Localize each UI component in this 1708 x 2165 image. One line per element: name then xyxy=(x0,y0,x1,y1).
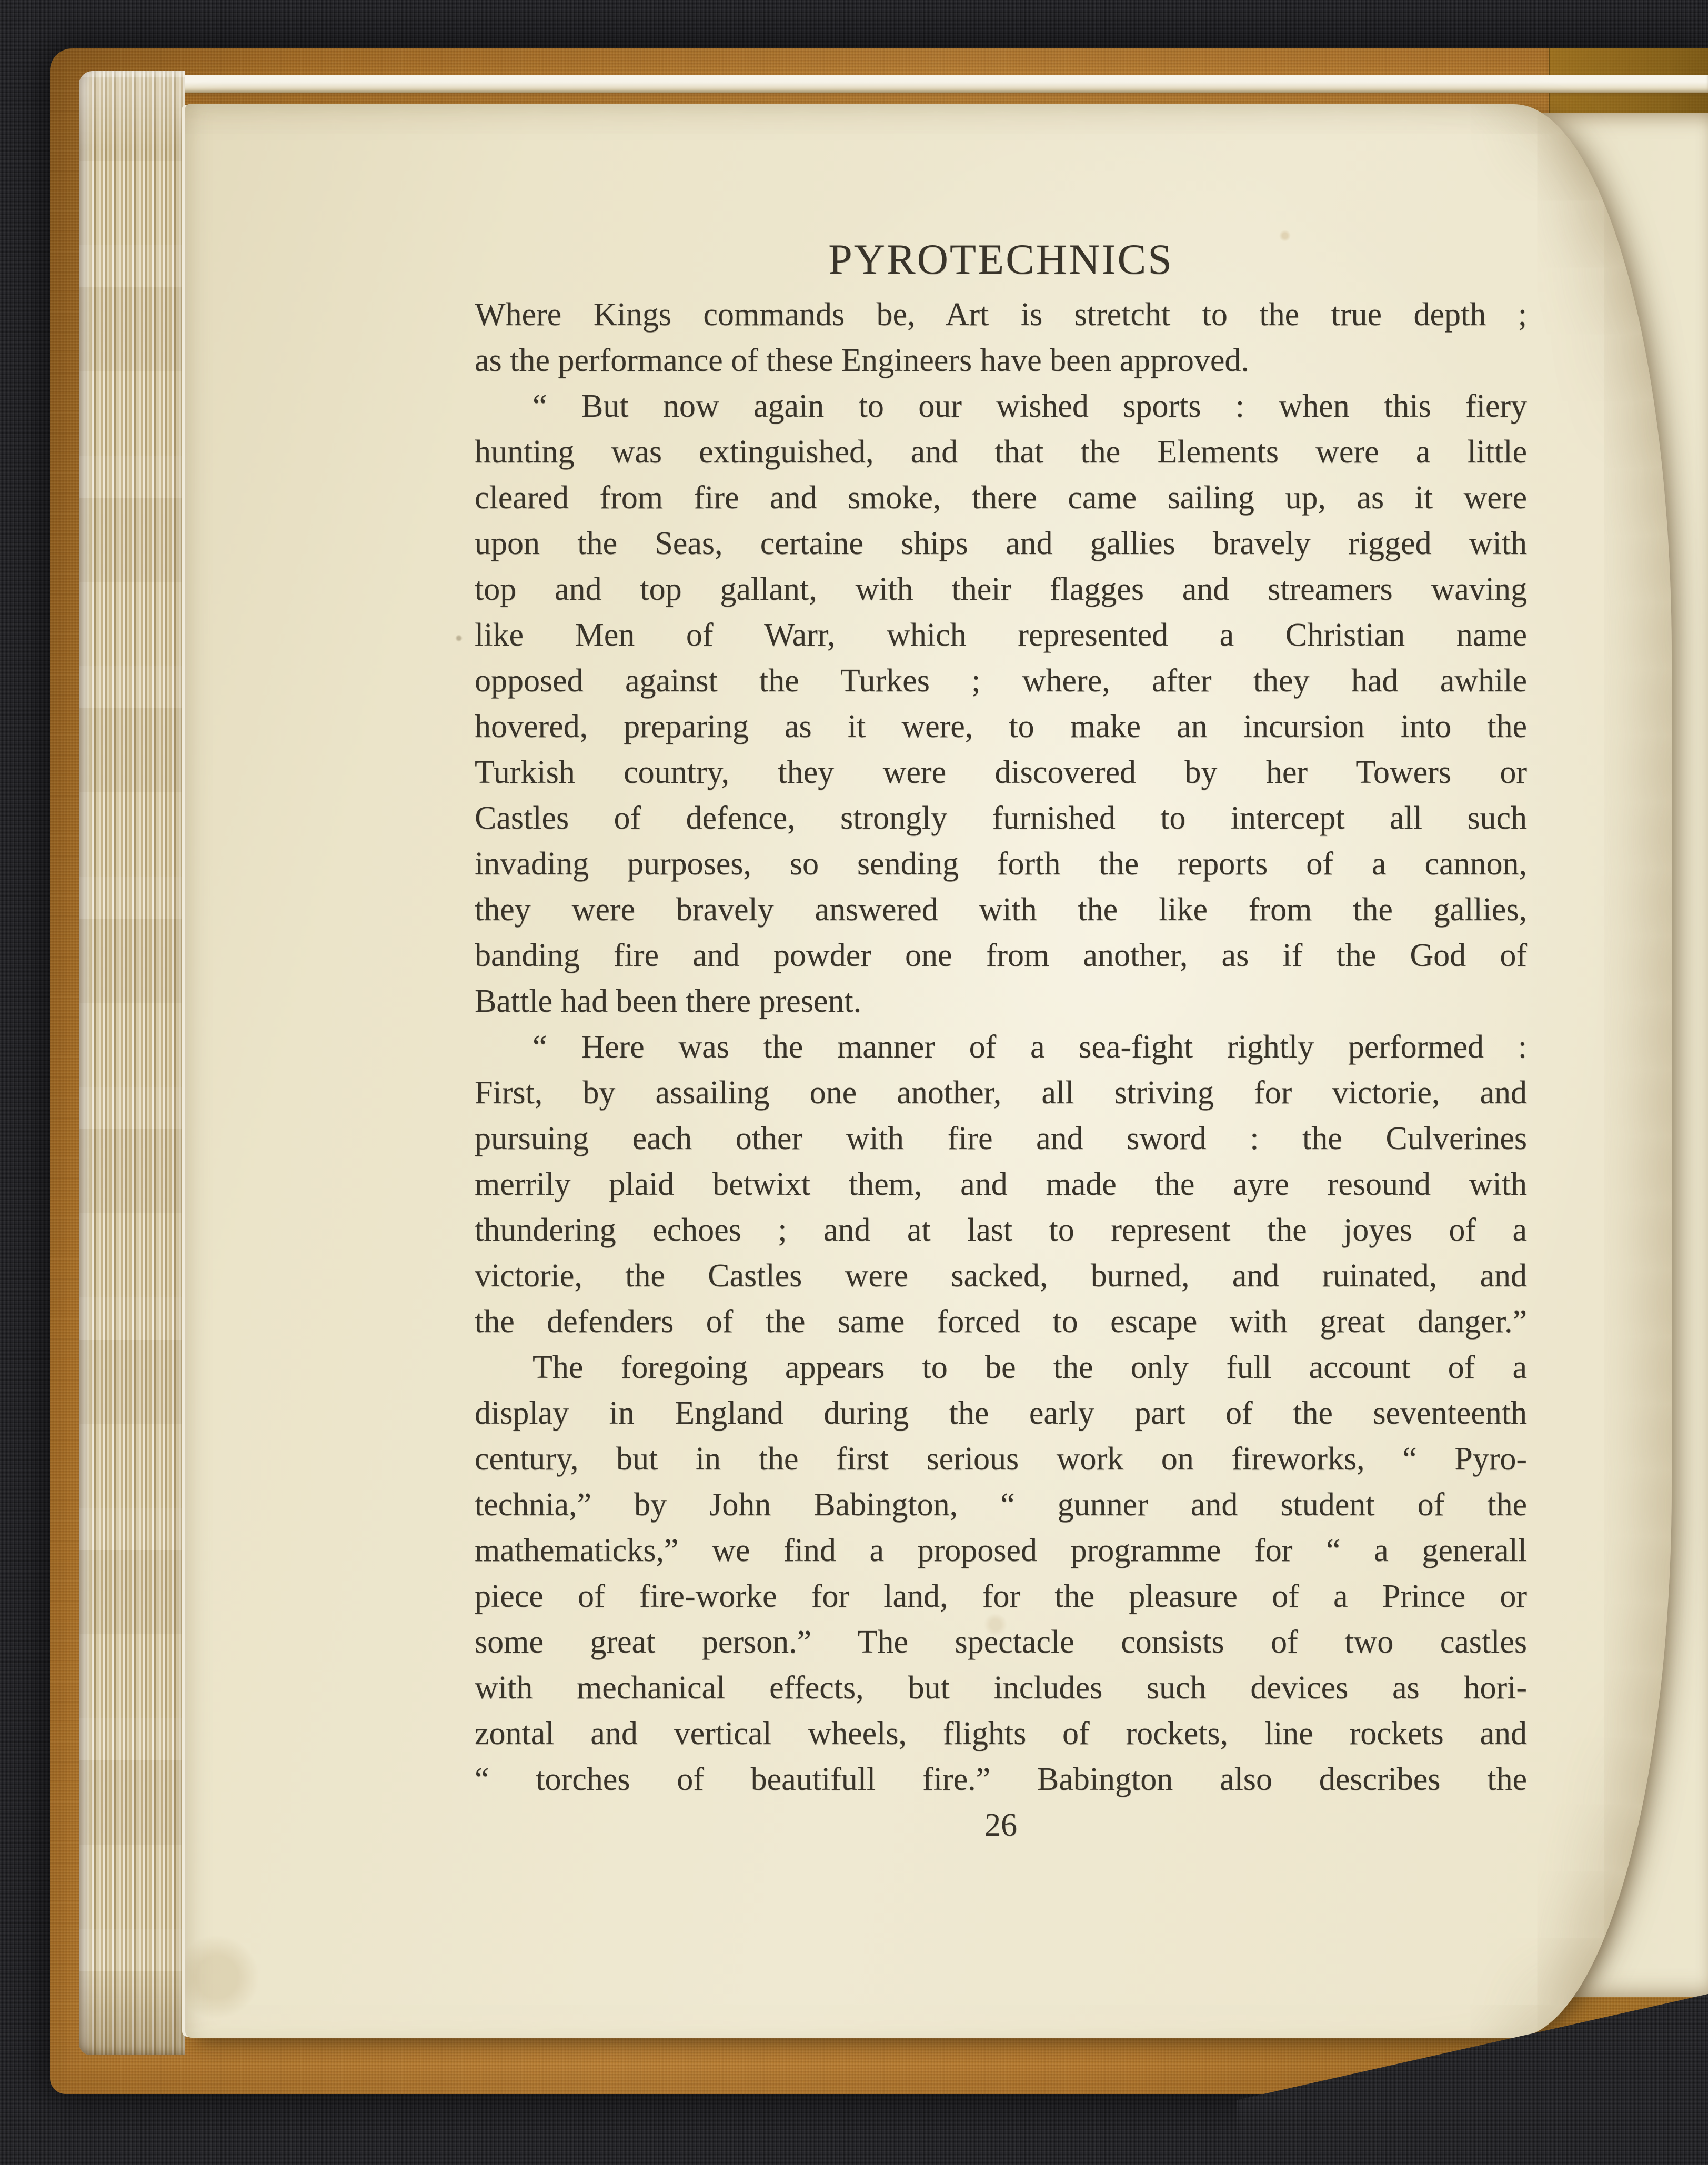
page-heading: PYROTECHNICS xyxy=(828,235,1173,283)
book-page xyxy=(185,104,1672,2038)
text-line: mathematicks,” we find a proposed programme for “ a generall xyxy=(475,1533,1527,1568)
text-line: the defenders of the same forced to escape with great danger.” xyxy=(475,1304,1527,1340)
text-line: “ torches of beautifull fire.” Babington also describes the xyxy=(475,1761,1527,1797)
text-line: opposed against the Turkes ; where, after they had awhile xyxy=(475,663,1527,699)
text-line: technia,” by John Babington, “ gunner and student of the xyxy=(475,1487,1527,1523)
text-line: zontal and vertical wheels, flights of rockets, line rockets and xyxy=(475,1716,1527,1751)
text-line: with mechanical effects, but includes such devices as hori- xyxy=(475,1670,1527,1706)
text-line: hovered, preparing as it were, to make an incursion into the xyxy=(475,709,1527,744)
book xyxy=(50,48,1708,2094)
text-line: century, but in the first serious work on fireworks, “ Pyro- xyxy=(475,1441,1527,1477)
text-line: merrily plaid betwixt them, and made the ayre resound with xyxy=(475,1166,1527,1202)
page-content xyxy=(185,104,1672,2038)
page-top-edge xyxy=(108,75,1708,93)
text-line: “ But now again to our wished sports : when this fiery xyxy=(533,388,1527,424)
text-line: “ Here was the manner of a sea-fight rightly performed : xyxy=(533,1029,1527,1065)
text-line: victorie, the Castles were sacked, burned, and ruinated, and xyxy=(475,1258,1527,1294)
text-line: invading purposes, so sending forth the reports of a cannon, xyxy=(475,846,1527,882)
text-line: pursuing each other with fire and sword : the Culverines xyxy=(475,1121,1527,1156)
page-fore-edges xyxy=(79,71,185,2055)
text-line: display in England during the early part of the seventeenth xyxy=(475,1395,1527,1431)
page-number: 26 xyxy=(984,1807,1017,1843)
text-line: cleared from fire and smoke, there came sailing up, as it were xyxy=(475,480,1527,516)
text-line: Turkish country, they were discovered by her Towers or xyxy=(475,754,1527,790)
text-line: they were bravely answered with the like from the gallies, xyxy=(475,892,1527,928)
text-line: Battle had been there present. xyxy=(475,983,862,1019)
text-line: as the performance of these Engineers have been approved. xyxy=(475,343,1249,378)
text-line: piece of fire-worke for land, for the pleasure of a Prince or xyxy=(475,1578,1527,1614)
text-line: top and top gallant, with their flagges and streamers waving xyxy=(475,571,1527,607)
text-line: First, by assailing one another, all striving for victorie, and xyxy=(475,1075,1527,1111)
text-line: banding fire and powder one from another, as if the God of xyxy=(475,938,1527,973)
text-line: Where Kings commands be, Art is stretcht to the true depth ; xyxy=(475,297,1527,333)
text-line: thundering echoes ; and at last to represent the joyes of a xyxy=(475,1212,1527,1248)
text-line: hunting was extinguished, and that the Elements were a little xyxy=(475,434,1527,470)
text-line: upon the Seas, certaine ships and gallies bravely rigged with xyxy=(475,526,1527,561)
page-text xyxy=(475,292,1527,1803)
text-line: The foregoing appears to be the only full account of a xyxy=(533,1350,1527,1385)
text-line: some great person.” The spectacle consists of two castles xyxy=(475,1624,1527,1660)
text-line: Castles of defence, strongly furnished to intercept all such xyxy=(475,800,1527,836)
text-line: like Men of Warr, which represented a Christian name xyxy=(475,617,1527,653)
